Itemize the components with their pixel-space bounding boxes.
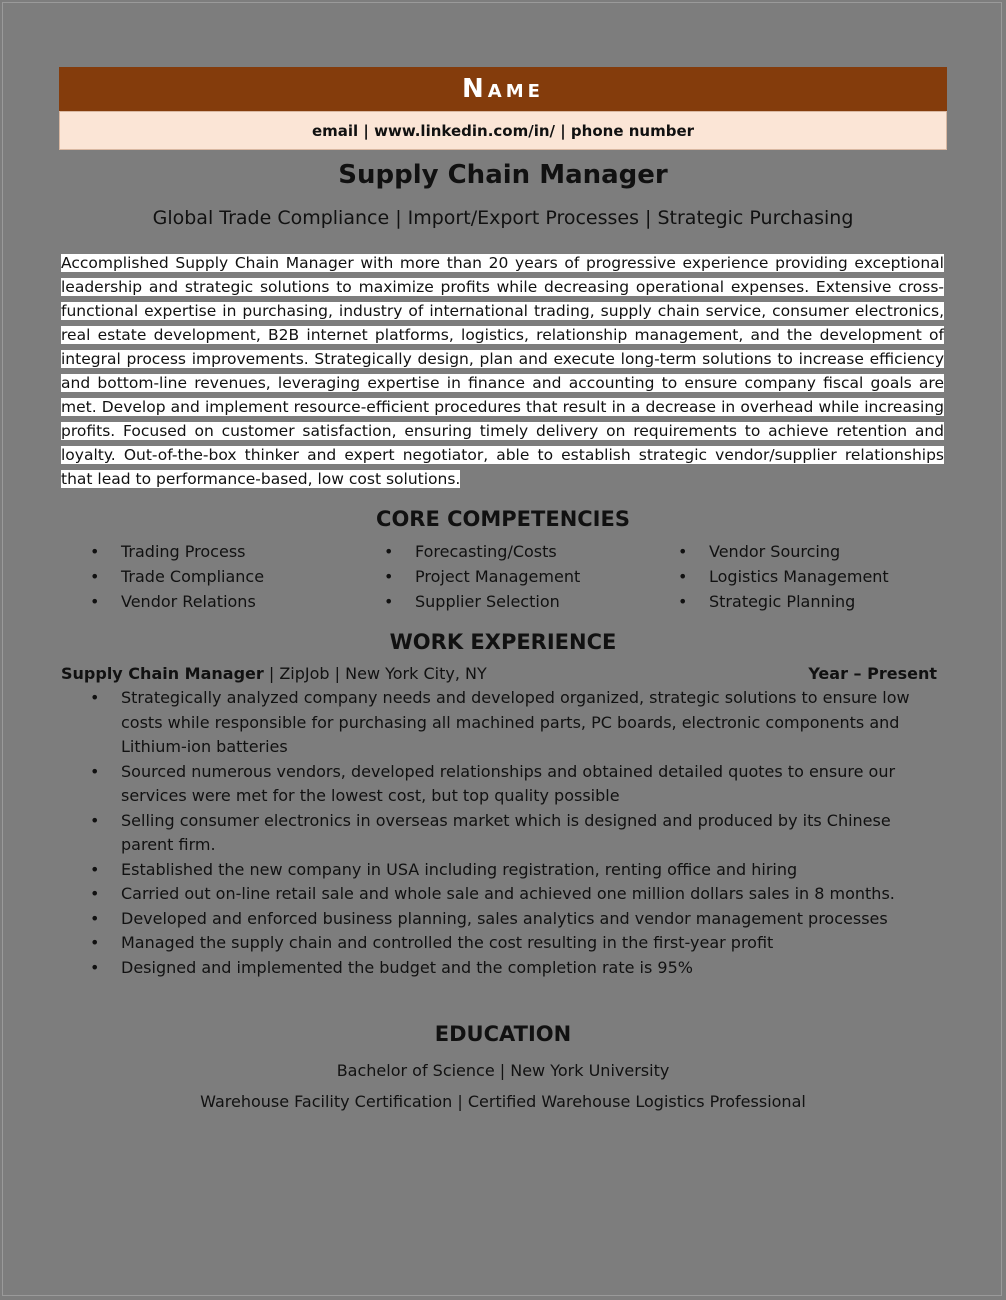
duty-item: • Carried out on-line retail sale and whole sale and achieved one million dollars sales in 8 months. — [90, 882, 946, 907]
competency-item: • Vendor Sourcing — [678, 539, 970, 564]
competency-item: • Supplier Selection — [384, 589, 678, 614]
name-banner — [59, 67, 947, 111]
contact-bar — [59, 111, 947, 150]
education-degree: Bachelor of Science | New York University — [336, 1061, 670, 1080]
competencies-list — [90, 539, 970, 614]
duty-item: • Established the new company in USA including registration, renting office and hiring — [90, 858, 946, 883]
job-company-location: | ZipJob | New York City, NY — [263, 664, 487, 683]
competency-item: • Vendor Relations — [90, 589, 384, 614]
resume-tagline: Global Trade Compliance | Import/Export Processes | Strategic Purchasing — [152, 207, 854, 229]
contact-info: email | www.linkedin.com/in/ | phone number — [311, 121, 695, 140]
job-duties-list — [90, 686, 946, 980]
candidate-name: Name — [462, 74, 544, 104]
education-certification: Warehouse Facility Certification | Certified Warehouse Logistics Professional — [200, 1092, 806, 1111]
duty-item: • Developed and enforced business planning, sales analytics and vendor management processes — [90, 907, 946, 932]
summary-text: Accomplished Supply Chain Manager with more than 20 years of progressive experience providing exceptional leadership and strategic solutions to maximize profits while decreasing operational expenses. Extensive cross-functional expertise in purchasing, industry of international trading, supply chain service, consumer electronics, real estate development, B2B internet platforms, logistics, relationship management, and the development of integral process improvements. Strategically design, plan and execute long-term solutions to increase efficiency and bottom-line revenues, leveraging expertise in finance and accounting to ensure company fiscal goals are met. Develop and implement resource-efficient procedures that result in a decrease in overhead while increasing profits. Focused on customer satisfaction, ensuring timely delivery on requirements to achieve retention and loyalty. Out-of-the-box thinker and expert negotiator, able to establish strategic vendor/supplier relationships that lead to performance-based, low cost solutions. — [61, 254, 944, 488]
resume-title: Supply Chain Manager — [338, 160, 668, 190]
experience-heading: WORK EXPERIENCE — [389, 630, 617, 654]
education-heading: EDUCATION — [434, 1022, 572, 1046]
duty-item: • Managed the supply chain and controlled the cost resulting in the first-year profit — [90, 931, 946, 956]
competencies-heading: CORE COMPETENCIES — [376, 507, 630, 531]
competency-item: • Forecasting/Costs — [384, 539, 678, 564]
job-dates: Year – Present — [808, 664, 937, 683]
competency-item: • Project Management — [384, 564, 678, 589]
competency-item: • Trade Compliance — [90, 564, 384, 589]
duty-item: • Strategically analyzed company needs and developed organized, strategic solutions to ensure low costs while responsible for purchasing all machined parts, PC boards, electronic components and Lithium-ion batteries — [90, 686, 946, 760]
duty-item: • Sourced numerous vendors, developed relationships and obtained detailed quotes to ensure our services were met for the lowest cost, but top quality possible — [90, 760, 946, 809]
duty-item: • Designed and implemented the budget and the completion rate is 95% — [90, 956, 946, 981]
job-role: Supply Chain Manager — [61, 664, 264, 683]
job-info — [61, 662, 487, 686]
competency-item: • Strategic Planning — [678, 589, 970, 614]
duty-item: • Selling consumer electronics in overseas market which is designed and produced by its Chinese parent firm. — [90, 809, 946, 858]
competency-item: • Trading Process — [90, 539, 384, 564]
competency-item: • Logistics Management — [678, 564, 970, 589]
professional-summary — [61, 251, 944, 491]
job-header — [61, 662, 937, 686]
